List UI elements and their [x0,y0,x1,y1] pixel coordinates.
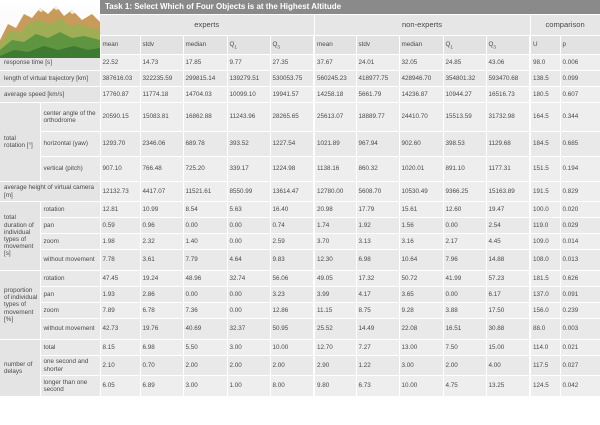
table-cell: 49.05 [314,271,356,287]
table-cell: 1.40 [183,234,227,250]
table-cell: 4417.07 [140,182,183,202]
table-cell: 16516.73 [486,87,530,103]
table-cell: 10944.27 [443,87,486,103]
table-cell: 12.30 [314,250,356,271]
table-cell: 47.45 [100,271,140,287]
table-cell: 139279.51 [227,71,270,87]
table-cell: 8550.99 [227,182,270,202]
table-cell: 3.00 [227,340,270,356]
table-cell: 387616.03 [100,71,140,87]
table-row [0,103,600,132]
column-header: $Q_3$ [270,36,314,55]
table-cell: 32.05 [399,55,443,71]
table-cell: 1.92 [356,218,399,234]
table-cell: 10.64 [399,250,443,271]
table-cell: 6.17 [486,287,530,303]
table-cell: 181.5 [530,271,560,287]
table-cell: 689.78 [183,132,227,157]
table-cell: 11774.18 [140,87,183,103]
table-cell: 2346.06 [140,132,183,157]
sub-label: pan [40,218,100,234]
table-cell: 8.00 [270,376,314,397]
table-cell: 0.00 [183,287,227,303]
table-cell: 0.00 [227,218,270,234]
table-cell: 2.32 [140,234,183,250]
table-cell: 725.20 [183,157,227,182]
table-cell: 1.93 [100,287,140,303]
table-cell: 14258.18 [314,87,356,103]
table-cell: 14.49 [356,319,399,340]
column-header: mean [100,36,140,55]
table-cell: 12.86 [270,303,314,319]
table-cell: 20590.15 [100,103,140,132]
group-label: proportion of individual types of movement [%] [0,271,40,340]
table-cell: 10.00 [270,340,314,356]
table-cell: 766.48 [140,157,183,182]
group-label: total duration of individual types of movement [s] [0,202,40,271]
table-cell: 0.00 [183,218,227,234]
table-cell: 117.5 [530,356,560,376]
table-cell: 0.091 [560,287,600,303]
table-cell: 7.89 [100,303,140,319]
table-cell: 8.15 [100,340,140,356]
table-cell: 5661.79 [356,87,399,103]
table-cell: 6.98 [140,340,183,356]
table-cell: 4.75 [443,376,486,397]
table-cell: 4.64 [227,250,270,271]
table-title: Task 1: Select Which of Four Objects is at the Highest Altitude [100,0,600,15]
group-label: total rotation [°] [0,103,40,182]
table-cell: 902.60 [399,132,443,157]
row-label: average height of virtual camera [m] [0,182,100,202]
table-cell: 151.5 [530,157,560,182]
table-cell: 907.10 [100,157,140,182]
table-cell: 1021.89 [314,132,356,157]
table-cell: 88.0 [530,319,560,340]
table-cell: 1.22 [356,356,399,376]
table-cell: 184.5 [530,132,560,157]
table-cell: 11243.96 [227,103,270,132]
table-cell: 57.23 [486,271,530,287]
table-cell: 40.69 [183,319,227,340]
table-cell: 2.00 [227,356,270,376]
table-row [0,356,600,376]
table-cell: 0.099 [560,71,600,87]
table-cell: 428946.70 [399,71,443,87]
table-cell: 967.94 [356,132,399,157]
table-cell: 11.15 [314,303,356,319]
table-cell: 9.80 [314,376,356,397]
table-cell: 0.00 [227,234,270,250]
table-cell: 7.79 [183,250,227,271]
table-cell: 15.00 [486,340,530,356]
table-cell: 10.00 [399,376,443,397]
table-cell: 1.56 [399,218,443,234]
column-header: stdv [356,36,399,55]
table-cell: 156.0 [530,303,560,319]
table-cell: 10099.10 [227,87,270,103]
table-cell: 0.003 [560,319,600,340]
sub-label: one second and shorter [40,356,100,376]
table-cell: 43.06 [486,55,530,71]
table-cell: 593470.68 [486,71,530,87]
table-cell: 860.32 [356,157,399,182]
table-cell: 3.00 [183,376,227,397]
table-cell: 119.0 [530,218,560,234]
table-cell: 3.99 [314,287,356,303]
table-cell: 0.020 [560,202,600,218]
table-cell: 0.344 [560,103,600,132]
table-cell: 398.53 [443,132,486,157]
table-cell: 5.50 [183,340,227,356]
sub-label: zoom [40,303,100,319]
table-cell: 7.36 [183,303,227,319]
table-cell: 16862.88 [183,103,227,132]
table-cell: 0.029 [560,218,600,234]
table-cell: 13.25 [486,376,530,397]
table-cell: 137.0 [530,287,560,303]
table-cell: 16.40 [270,202,314,218]
table-cell: 530053.75 [270,71,314,87]
table-cell: 9366.25 [443,182,486,202]
table-cell: 322235.59 [140,71,183,87]
table-cell: 25613.07 [314,103,356,132]
table-cell: 1.00 [227,376,270,397]
table-row [0,87,600,103]
table-cell: 2.10 [100,356,140,376]
table-cell: 5608.70 [356,182,399,202]
table-cell: 12.70 [314,340,356,356]
group-nonexperts: non-experts [314,15,530,36]
table-cell: 3.16 [399,234,443,250]
table-cell: 50.72 [399,271,443,287]
table-cell: 124.5 [530,376,560,397]
table-row [0,319,600,340]
table-cell: 56.06 [270,271,314,287]
table-cell: 7.78 [100,250,140,271]
table-cell: 10.99 [140,202,183,218]
table-cell: 138.5 [530,71,560,87]
table-row [0,157,600,182]
table-cell: 0.59 [100,218,140,234]
table-cell: 6.89 [140,376,183,397]
table-cell: 41.99 [443,271,486,287]
column-header: stdv [140,36,183,55]
table-row [0,182,600,202]
table-cell: 1.98 [100,234,140,250]
table-cell: 50.95 [270,319,314,340]
table-row [0,340,600,356]
table-cell: 15.61 [399,202,443,218]
table-cell: 3.88 [443,303,486,319]
table-cell: 418977.75 [356,71,399,87]
column-header: U [530,36,560,55]
table-row [0,287,600,303]
table-cell: 0.607 [560,87,600,103]
table-cell: 14.88 [486,250,530,271]
table-cell: 108.0 [530,250,560,271]
table-cell: 25.52 [314,319,356,340]
table-cell: 0.006 [560,55,600,71]
table-cell: 0.194 [560,157,600,182]
table-cell: 17.50 [486,303,530,319]
table-cell: 17.79 [356,202,399,218]
table-row [0,376,600,397]
table-cell: 164.5 [530,103,560,132]
table-cell: 14.73 [140,55,183,71]
sub-label: rotation [40,271,100,287]
table-cell: 12.60 [443,202,486,218]
column-header: $Q_1$ [443,36,486,55]
row-label: average speed [km/s] [0,87,100,103]
table-cell: 0.239 [560,303,600,319]
table-cell: 114.0 [530,340,560,356]
table-cell: 1129.68 [486,132,530,157]
table-cell: 3.13 [356,234,399,250]
table-cell: 3.61 [140,250,183,271]
column-header: $Q_3$ [486,36,530,55]
sub-label: without movement [40,319,100,340]
table-cell: 48.96 [183,271,227,287]
column-header: median [399,36,443,55]
table-cell: 6.98 [356,250,399,271]
table-cell: 30.88 [486,319,530,340]
table-cell: 180.5 [530,87,560,103]
table-cell: 100.0 [530,202,560,218]
table-row [0,271,600,287]
table-cell: 19.24 [140,271,183,287]
table-cell: 0.013 [560,250,600,271]
table-cell: 3.23 [270,287,314,303]
table-cell: 20.98 [314,202,356,218]
table-row [0,250,600,271]
table-cell: 1177.31 [486,157,530,182]
group-label: number of delays [0,340,40,397]
table-cell: 4.00 [486,356,530,376]
table-cell: 0.00 [443,218,486,234]
sub-label: pan [40,287,100,303]
table-cell: 3.00 [399,356,443,376]
table-cell: 11521.61 [183,182,227,202]
table-cell: 0.027 [560,356,600,376]
table-cell: 2.00 [270,356,314,376]
table-cell: 8.54 [183,202,227,218]
sub-label: without movement [40,250,100,271]
sub-label: longer than one second [40,376,100,397]
table-cell: 1224.98 [270,157,314,182]
table-cell: 7.96 [443,250,486,271]
table-cell: 0.014 [560,234,600,250]
table-row [0,218,600,234]
table-cell: 12.81 [100,202,140,218]
table-cell: 9.83 [270,250,314,271]
terrain-thumbnail [0,0,100,58]
table-cell: 15513.59 [443,103,486,132]
table-cell: 9.77 [227,55,270,71]
table-cell: 0.74 [270,218,314,234]
table-cell: 891.10 [443,157,486,182]
column-header: median [183,36,227,55]
table-cell: 1.74 [314,218,356,234]
table-cell: 0.96 [140,218,183,234]
table-cell: 16.51 [443,319,486,340]
table-cell: 1020.01 [399,157,443,182]
sub-label: center angle of the orthodrome [40,103,100,132]
sub-label: vertical (pitch) [40,157,100,182]
table-cell: 393.52 [227,132,270,157]
table-cell: 17.85 [183,55,227,71]
table-cell: 2.59 [270,234,314,250]
table-cell: 2.17 [443,234,486,250]
table-cell: 560245.23 [314,71,356,87]
row-label: length of virtual trajectory [km] [0,71,100,87]
table-row [0,303,600,319]
table-cell: 0.829 [560,182,600,202]
sub-label: zoom [40,234,100,250]
group-comparison: comparison [530,15,600,36]
table-cell: 0.00 [443,287,486,303]
table-row [0,71,600,87]
table-cell: 37.67 [314,55,356,71]
table-cell: 4.17 [356,287,399,303]
table-cell: 0.685 [560,132,600,157]
table-cell: 22.08 [399,319,443,340]
table-cell: 24.85 [443,55,486,71]
table-cell: 0.00 [227,287,270,303]
table-cell: 32.74 [227,271,270,287]
column-header: $Q_1$ [227,36,270,55]
table-cell: 1138.16 [314,157,356,182]
table-cell: 1227.54 [270,132,314,157]
table-cell: 7.50 [443,340,486,356]
table-row [0,132,600,157]
group-experts: experts [100,15,314,36]
table-cell: 4.45 [486,234,530,250]
sub-label: rotation [40,202,100,218]
table-cell: 2.90 [314,356,356,376]
table-cell: 191.5 [530,182,560,202]
column-header: mean [314,36,356,55]
table-cell: 9.28 [399,303,443,319]
table-cell: 18889.77 [356,103,399,132]
table-cell: 15083.81 [140,103,183,132]
table-cell: 98.0 [530,55,560,71]
table-cell: 8.75 [356,303,399,319]
table-cell: 19941.57 [270,87,314,103]
table-cell: 109.0 [530,234,560,250]
table-cell: 354801.32 [443,71,486,87]
column-header: p [560,36,600,55]
table-cell: 13.00 [399,340,443,356]
table-cell: 24410.70 [399,103,443,132]
table-cell: 5.63 [227,202,270,218]
sub-label: total [40,340,100,356]
table-cell: 32.37 [227,319,270,340]
table-cell: 13614.47 [270,182,314,202]
table-cell: 12780.00 [314,182,356,202]
table-cell: 19.47 [486,202,530,218]
row-label: response time [s] [0,55,100,71]
table-cell: 1293.70 [100,132,140,157]
table-cell: 14236.87 [399,87,443,103]
table-cell: 24.01 [356,55,399,71]
table-cell: 3.65 [399,287,443,303]
table-cell: 10530.49 [399,182,443,202]
table-cell: 22.52 [100,55,140,71]
table-cell: 17760.87 [100,87,140,103]
table-cell: 12132.73 [100,182,140,202]
table-cell: 2.00 [183,356,227,376]
table-cell: 27.35 [270,55,314,71]
table-cell: 0.626 [560,271,600,287]
table-cell: 6.78 [140,303,183,319]
table-cell: 28265.65 [270,103,314,132]
table-cell: 31732.98 [486,103,530,132]
table-cell: 0.70 [140,356,183,376]
table-cell: 0.021 [560,340,600,356]
sub-label: horizontal (yaw) [40,132,100,157]
table-cell: 7.27 [356,340,399,356]
table-cell: 19.76 [140,319,183,340]
table-cell: 3.70 [314,234,356,250]
table-cell: 2.86 [140,287,183,303]
table-cell: 15163.89 [486,182,530,202]
table-cell: 6.73 [356,376,399,397]
table-cell: 2.00 [443,356,486,376]
table-cell: 14704.03 [183,87,227,103]
table-cell: 42.73 [100,319,140,340]
table-row [0,202,600,218]
table-cell: 339.17 [227,157,270,182]
table-cell: 6.05 [100,376,140,397]
table-cell: 0.00 [227,303,270,319]
table-cell: 2.54 [486,218,530,234]
table-cell: 17.32 [356,271,399,287]
table-cell: 0.042 [560,376,600,397]
table-row [0,234,600,250]
table-cell: 299815.14 [183,71,227,87]
